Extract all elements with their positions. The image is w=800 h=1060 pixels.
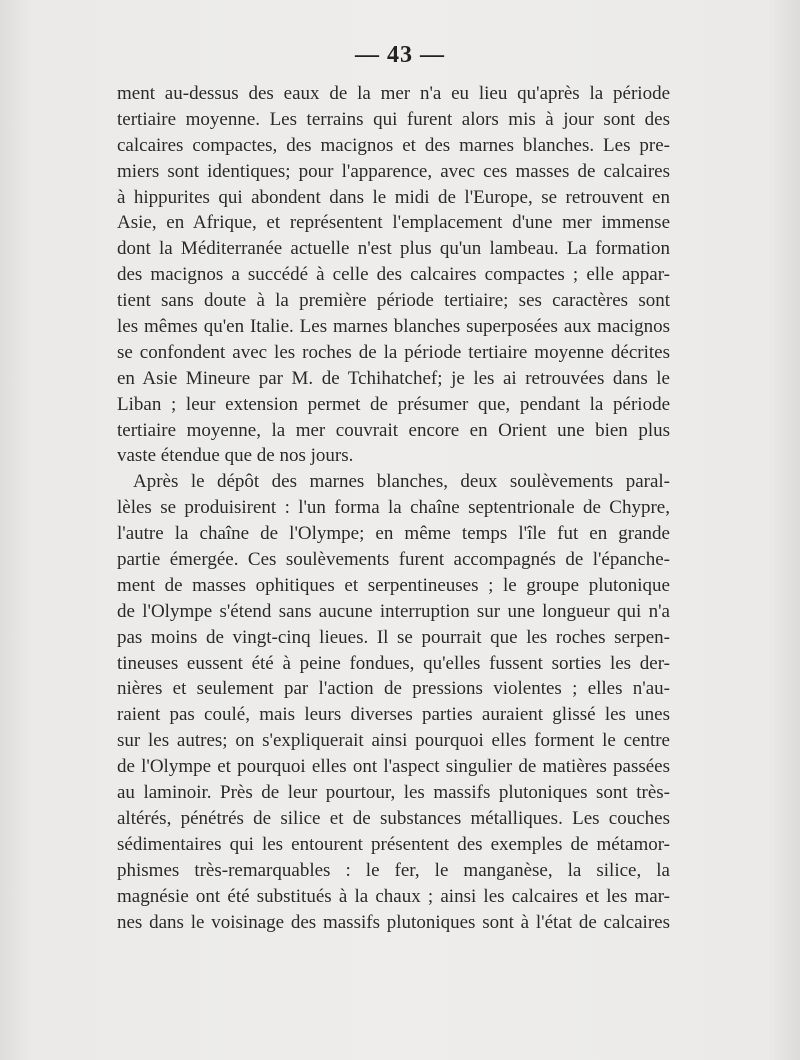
text-line: les mêmes qu'en Italie. Les marnes blanches superposées aux macignos: [117, 316, 670, 338]
text-line: des macignos a succédé à celle des calcaires compactes ; elle appar-: [117, 264, 670, 286]
text-line: ment au-dessus des eaux de la mer n'a eu lieu qu'après la période: [117, 83, 670, 104]
text-line: phismes très-remarquables : le fer, le manganèse, la silice, la: [117, 859, 670, 881]
text-line: sur les autres; on s'expliquerait ainsi pourquoi elles forment le centre: [117, 730, 670, 752]
text-line: tertiaire moyenne, la mer couvrait encore en Orient une bien plus: [117, 419, 670, 441]
text-line: partie émergée. Ces soulèvements furent accompagnés de l'épanche-: [117, 549, 670, 571]
text-line: pas moins de vingt-cinq lieues. Il se pourrait que les roches serpen-: [117, 626, 670, 648]
text-line: dont la Méditerranée actuelle n'est plus qu'un lambeau. La formation: [117, 238, 670, 260]
text-line: raient pas coulé, mais leurs diverses parties auraient glissé les unes: [117, 704, 670, 726]
text-line: se confondent avec les roches de la période tertiaire moyenne décrites: [117, 341, 670, 363]
text-line: magnésie ont été substitués à la chaux ; ainsi les calcaires et les mar-: [117, 885, 670, 907]
text-line: en Asie Mineure par M. de Tchihatchef; je les ai retrouvées dans le: [117, 367, 670, 389]
text-line: de l'Olympe s'étend sans aucune interruption sur une longueur qui n'a: [117, 600, 670, 622]
page-number: — 43 —: [355, 42, 445, 68]
text-line: sédimentaires qui les entourent présentent des exemples de métamor-: [117, 833, 670, 855]
text-line: lèles se produisirent : l'un forma la chaîne septentrionale de Chypre,: [117, 497, 670, 519]
text-line: Asie, en Afrique, et représentent l'emplacement d'une mer immense: [117, 212, 670, 234]
text-line: nes dans le voisinage des massifs plutoniques sont à l'état de calcaires: [117, 911, 670, 933]
text-line: Après le dépôt des marnes blanches, deux soulèvements paral-: [133, 471, 670, 493]
text-line: altérés, pénétrés de silice et de substances métalliques. Les couches: [117, 807, 670, 829]
text-line: de l'Olympe et pourquoi elles ont l'aspect singulier de matières passées: [117, 756, 670, 778]
text-line: calcaires compactes, des macignos et des marnes blanches. Les pre-: [117, 134, 670, 156]
text-line: tineuses eussent été à peine fondues, qu'elles fussent sorties les der-: [117, 652, 670, 674]
text-line: nières et seulement par l'action de pressions violentes ; elles n'au-: [117, 678, 670, 700]
text-line: miers sont identiques; pour l'apparence, avec ces masses de calcaires: [117, 160, 670, 182]
text-line: l'autre la chaîne de l'Olympe; en même temps l'île fut en grande: [117, 523, 670, 545]
text-line: vaste étendue que de nos jours.: [117, 445, 354, 467]
text-line: ment de masses ophitiques et serpentineuses ; le groupe plutonique: [117, 574, 670, 596]
body-text: [117, 81, 670, 935]
text-line: au laminoir. Près de leur pourtour, les massifs plutoniques sont très-: [117, 782, 670, 804]
paragraph-2: [117, 469, 670, 935]
text-line: tertiaire moyenne. Les terrains qui furent alors mis à jour sont des: [117, 108, 670, 130]
text-line: tient sans doute à la première période tertiaire; ses caractères sont: [117, 290, 670, 312]
text-line: Liban ; leur extension permet de présumer que, pendant la période: [117, 393, 670, 415]
text-line: à hippurites qui abondent dans le midi de l'Europe, se retrouvent en: [117, 186, 670, 208]
paragraph-1: [117, 81, 670, 469]
